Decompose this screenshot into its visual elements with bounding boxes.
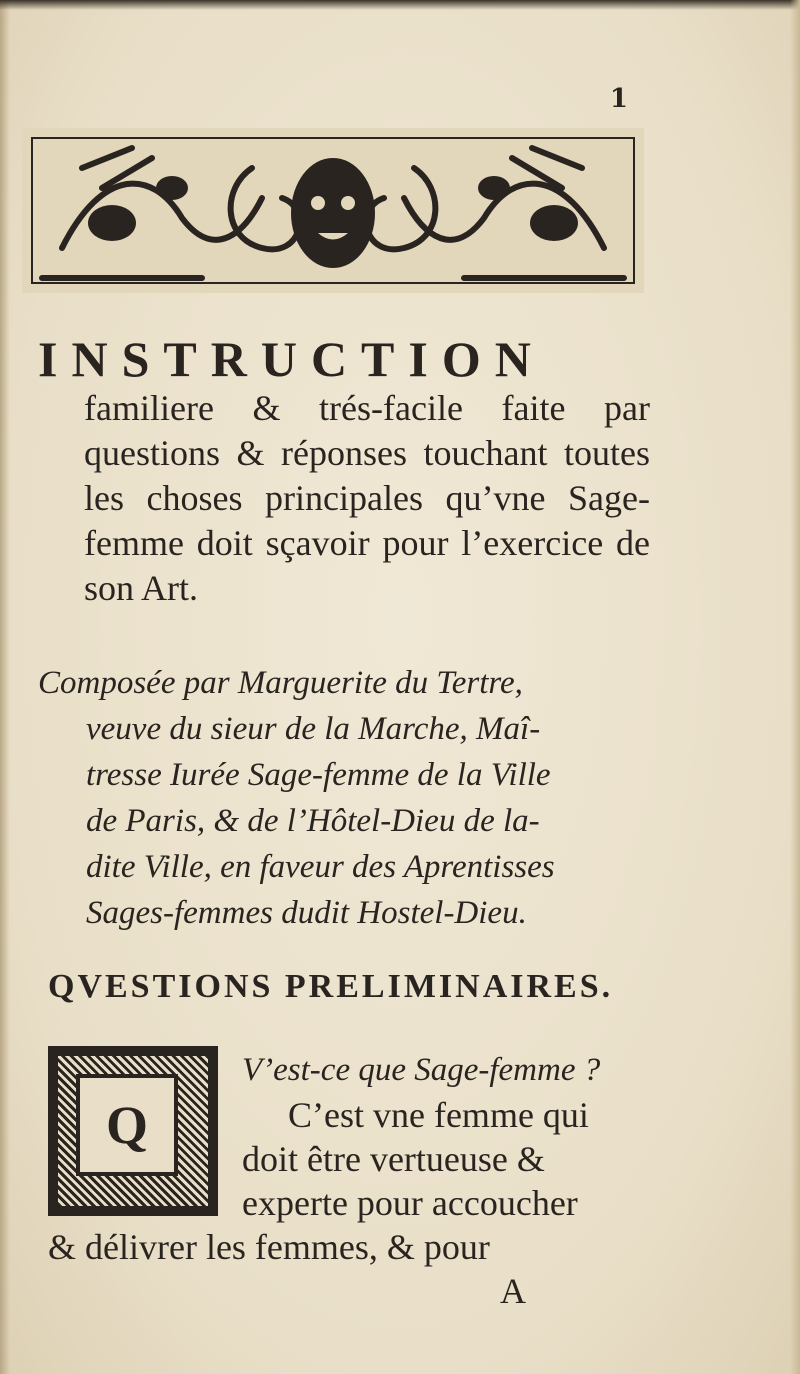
credit-line: Sages-femmes dudit Hostel-Dieu. <box>86 895 527 931</box>
credit-line: dite Ville, en faveur des Aprentisses <box>86 849 555 885</box>
page-edge-right <box>790 0 800 1374</box>
drop-cap-panel <box>76 1074 178 1176</box>
drop-cap-letter: Q <box>105 1095 148 1155</box>
page-edge-left <box>0 0 10 1374</box>
credit-line: de Paris, & de l’Hôtel-Dieu de la- <box>86 803 540 839</box>
signature-mark: A <box>500 1271 526 1311</box>
answer-line: C’est vne femme qui <box>288 1095 589 1135</box>
page-number: 1 <box>609 84 628 114</box>
answer-line: & délivrer les femmes, & pour <box>48 1227 490 1267</box>
author-credit <box>38 660 658 936</box>
credit-line: tresse Iurée Sage-femme de la Ville <box>86 757 551 793</box>
drop-cap-ornament <box>48 1046 218 1216</box>
title: INSTRUCTION <box>38 331 545 387</box>
subtitle: familiere & trés-facile faite par questions & réponses touchant toutes les choses principales qu’vne Sage-femme doit sçavoir pour l’exercice de son Art. <box>84 388 650 608</box>
answer-line: doit être vertueuse & <box>242 1139 545 1179</box>
question-text: V’est-ce que Sage-femme ? <box>242 1052 601 1088</box>
page-edge-top <box>0 0 800 10</box>
floral-headpiece-icon <box>22 128 644 293</box>
answer-line: experte pour accoucher <box>242 1183 578 1223</box>
credit-line: veuve du sieur de la Marche, Maî- <box>86 711 541 747</box>
section-heading: QVESTIONS PRELIMINAIRES. <box>48 968 614 1005</box>
credit-line: Composée par Marguerite du Tertre, <box>38 665 523 701</box>
